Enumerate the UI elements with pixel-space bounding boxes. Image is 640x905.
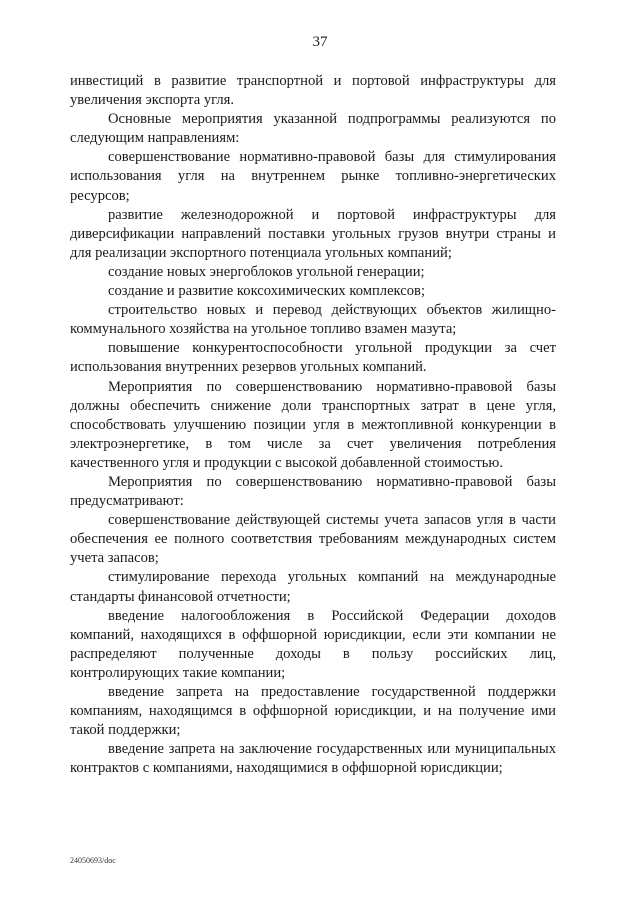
paragraph: совершенствование действующей системы учета запасов угля в части обеспечения ее полного соответствия требованиям международных систем учета запасов; — [70, 512, 556, 567]
paragraph: повышение конкурентоспособности угольной продукции за счет использования внутренних резервов угольных компаний. — [70, 340, 556, 376]
document-body — [70, 72, 556, 778]
paragraph: строительство новых и перевод действующих объектов жилищно-коммунального хозяйства на угольное топливо взамен мазута; — [70, 302, 556, 338]
paragraph: развитие железнодорожной и портовой инфраструктуры для диверсификации направлений поставки угольных грузов внутри страны и для реализации экспортного потенциала угольных компаний; — [70, 206, 556, 261]
paragraph: введение запрета на заключение государственных или муниципальных контрактов с компаниями, находящимися в оффшорной юрисдикции; — [70, 741, 556, 777]
paragraph: инвестиций в развитие транспортной и портовой инфраструктуры для увеличения экспорта угля. — [70, 73, 556, 109]
paragraph: создание новых энергоблоков угольной генерации; — [108, 263, 425, 280]
paragraph: введение налогообложения в Российской Федерации доходов компаний, находящихся в оффшорной юрисдикции, если эти компании не распределяют полученные доходы в пользу российских лиц, контролирующих такие компании; — [70, 607, 556, 681]
paragraph: стимулирование перехода угольных компаний на международные стандарты финансовой отчетности; — [70, 569, 556, 605]
paragraph: совершенствование нормативно-правовой базы для стимулирования использования угля на внутреннем рынке топливно-энергетических ресурсов; — [70, 149, 556, 204]
paragraph: Мероприятия по совершенствованию нормативно-правовой базы должны обеспечить снижение доли транспортных затрат в цене угля, способствовать улучшению позиции угля в межтопливной конкуренции в электроэнергетике, в том числе за счет увеличения потребления качественного угля и продукции с высокой добавленной стоимостью. — [70, 378, 556, 471]
page-number: 37 — [312, 34, 328, 50]
paragraph: Мероприятия по совершенствованию нормативно-правовой базы предусматривают: — [70, 473, 556, 510]
paragraph: Основные мероприятия указанной подпрограммы реализуются по следующим направлениям: — [70, 111, 556, 147]
footer-doc-id: 24050693/doc — [70, 856, 116, 865]
paragraph: введение запрета на предоставление государственной поддержки компаниям, находящимся в оффшорной юрисдикции, и на получение ими такой поддержки; — [70, 684, 556, 739]
paragraph: создание и развитие коксохимических комплексов; — [108, 283, 425, 300]
